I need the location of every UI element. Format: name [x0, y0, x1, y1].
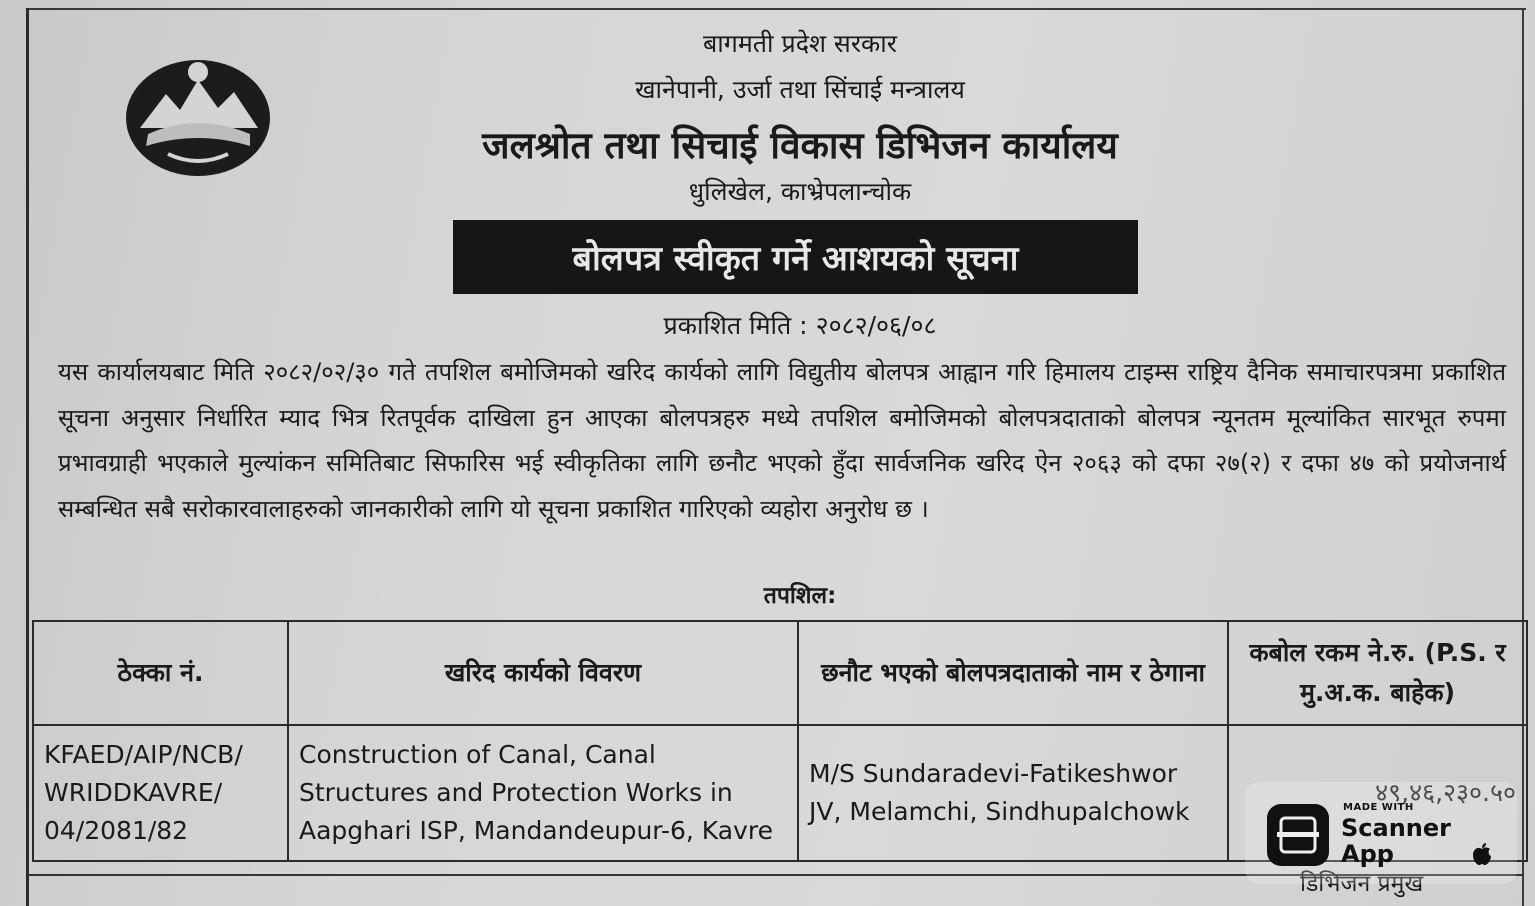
cell-amount: ४९,४६,२३०.५० — [1228, 725, 1527, 861]
cell-bidder: M/S Sundaradevi-Fatikeshwor JV, Melamchi, Sindhupalchowk — [798, 725, 1228, 861]
cell-contract-no: KFAED/AIP/NCB/ WRIDDKAVRE/ 04/2081/82 — [33, 725, 288, 861]
header-description: खरिद कार्यको विवरण — [288, 621, 798, 725]
details-heading: तपशिल: — [763, 583, 837, 609]
header-bidder: छनौट भएको बोलपत्रदाताको नाम र ठेगाना — [798, 621, 1228, 725]
table-header-row — [33, 621, 1527, 725]
border-left — [26, 8, 29, 906]
office-location: धुलिखेल, काभ्रेपलान्चोक — [688, 177, 912, 206]
watermark-scanner: Scanner — [1341, 814, 1451, 842]
border-top — [26, 8, 1526, 10]
header-contract-no: ठेक्का नं. — [33, 621, 288, 725]
watermark-made-with: MADE WITH — [1343, 802, 1414, 813]
nepal-emblem-icon — [118, 50, 278, 180]
watermark-app: App — [1341, 840, 1394, 868]
notice-body: यस कार्यालयबाट मिति २०८२/०२/३० गते तपशिल बमोजिमको खरिद कार्यको लागि विद्युतीय बोलपत्र आह्वान गरि हिमालय टाइम्स राष्ट्रिय दैनिक समाचारपत्रमा प्रकाशित सूचना अनुसार निर्धारित म्याद भित्र रितपूर्वक दाखिला हुन आएका बोलपत्रहरु मध्ये तपशिल बमोजिमको बोलपत्रदाताको बोलपत्र न्यूनतम मूल्यांकित सारभूत रुपमा प्रभावग्राही भएकाले मुल्यांकन समितिबाट सिफारिस भई स्वीकृतिका लागि छनौट भएको हुँदा सार्वजनिक खरिद ऐन २०६३ को दफा २७(२) र दफा ४७ को प्रयोजनार्थ सम्बन्धित सबै सरोकारवालाहरुको जानकारीको लागि यो सूचना प्रकाशित गारिएको व्यहोरा अनुरोध छ । — [58, 358, 1506, 523]
published-label: प्रकाशित मिति : — [663, 311, 808, 340]
ministry-name: खानेपानी, उर्जा तथा सिंचाई मन्त्रालय — [635, 75, 965, 104]
scanner-app-watermark — [1245, 782, 1517, 884]
scanner-app-icon — [1267, 804, 1329, 866]
signature-label: डिभिजन प्रमुख — [1300, 871, 1424, 897]
notice-title: बोलपत्र स्वीकृत गर्ने आशयको सूचना — [453, 220, 1138, 294]
header-amount: कबोल रकम ने.रु. (P.S. र मु.अ.क. बाहेक) — [1228, 621, 1527, 725]
published-date — [300, 308, 1300, 342]
cell-description: Construction of Canal, Canal Structures and Protection Works in Aapghari ISP, Mandandeupur-6, Kavre — [288, 725, 798, 861]
published-value: २०८२/०६/०८ — [815, 311, 937, 340]
government-name: बागमती प्रदेश सरकार — [703, 29, 897, 58]
apple-icon — [1471, 842, 1493, 866]
office-name: जलश्रोत तथा सिचाई विकास डिभिजन कार्यालय — [482, 124, 1118, 167]
